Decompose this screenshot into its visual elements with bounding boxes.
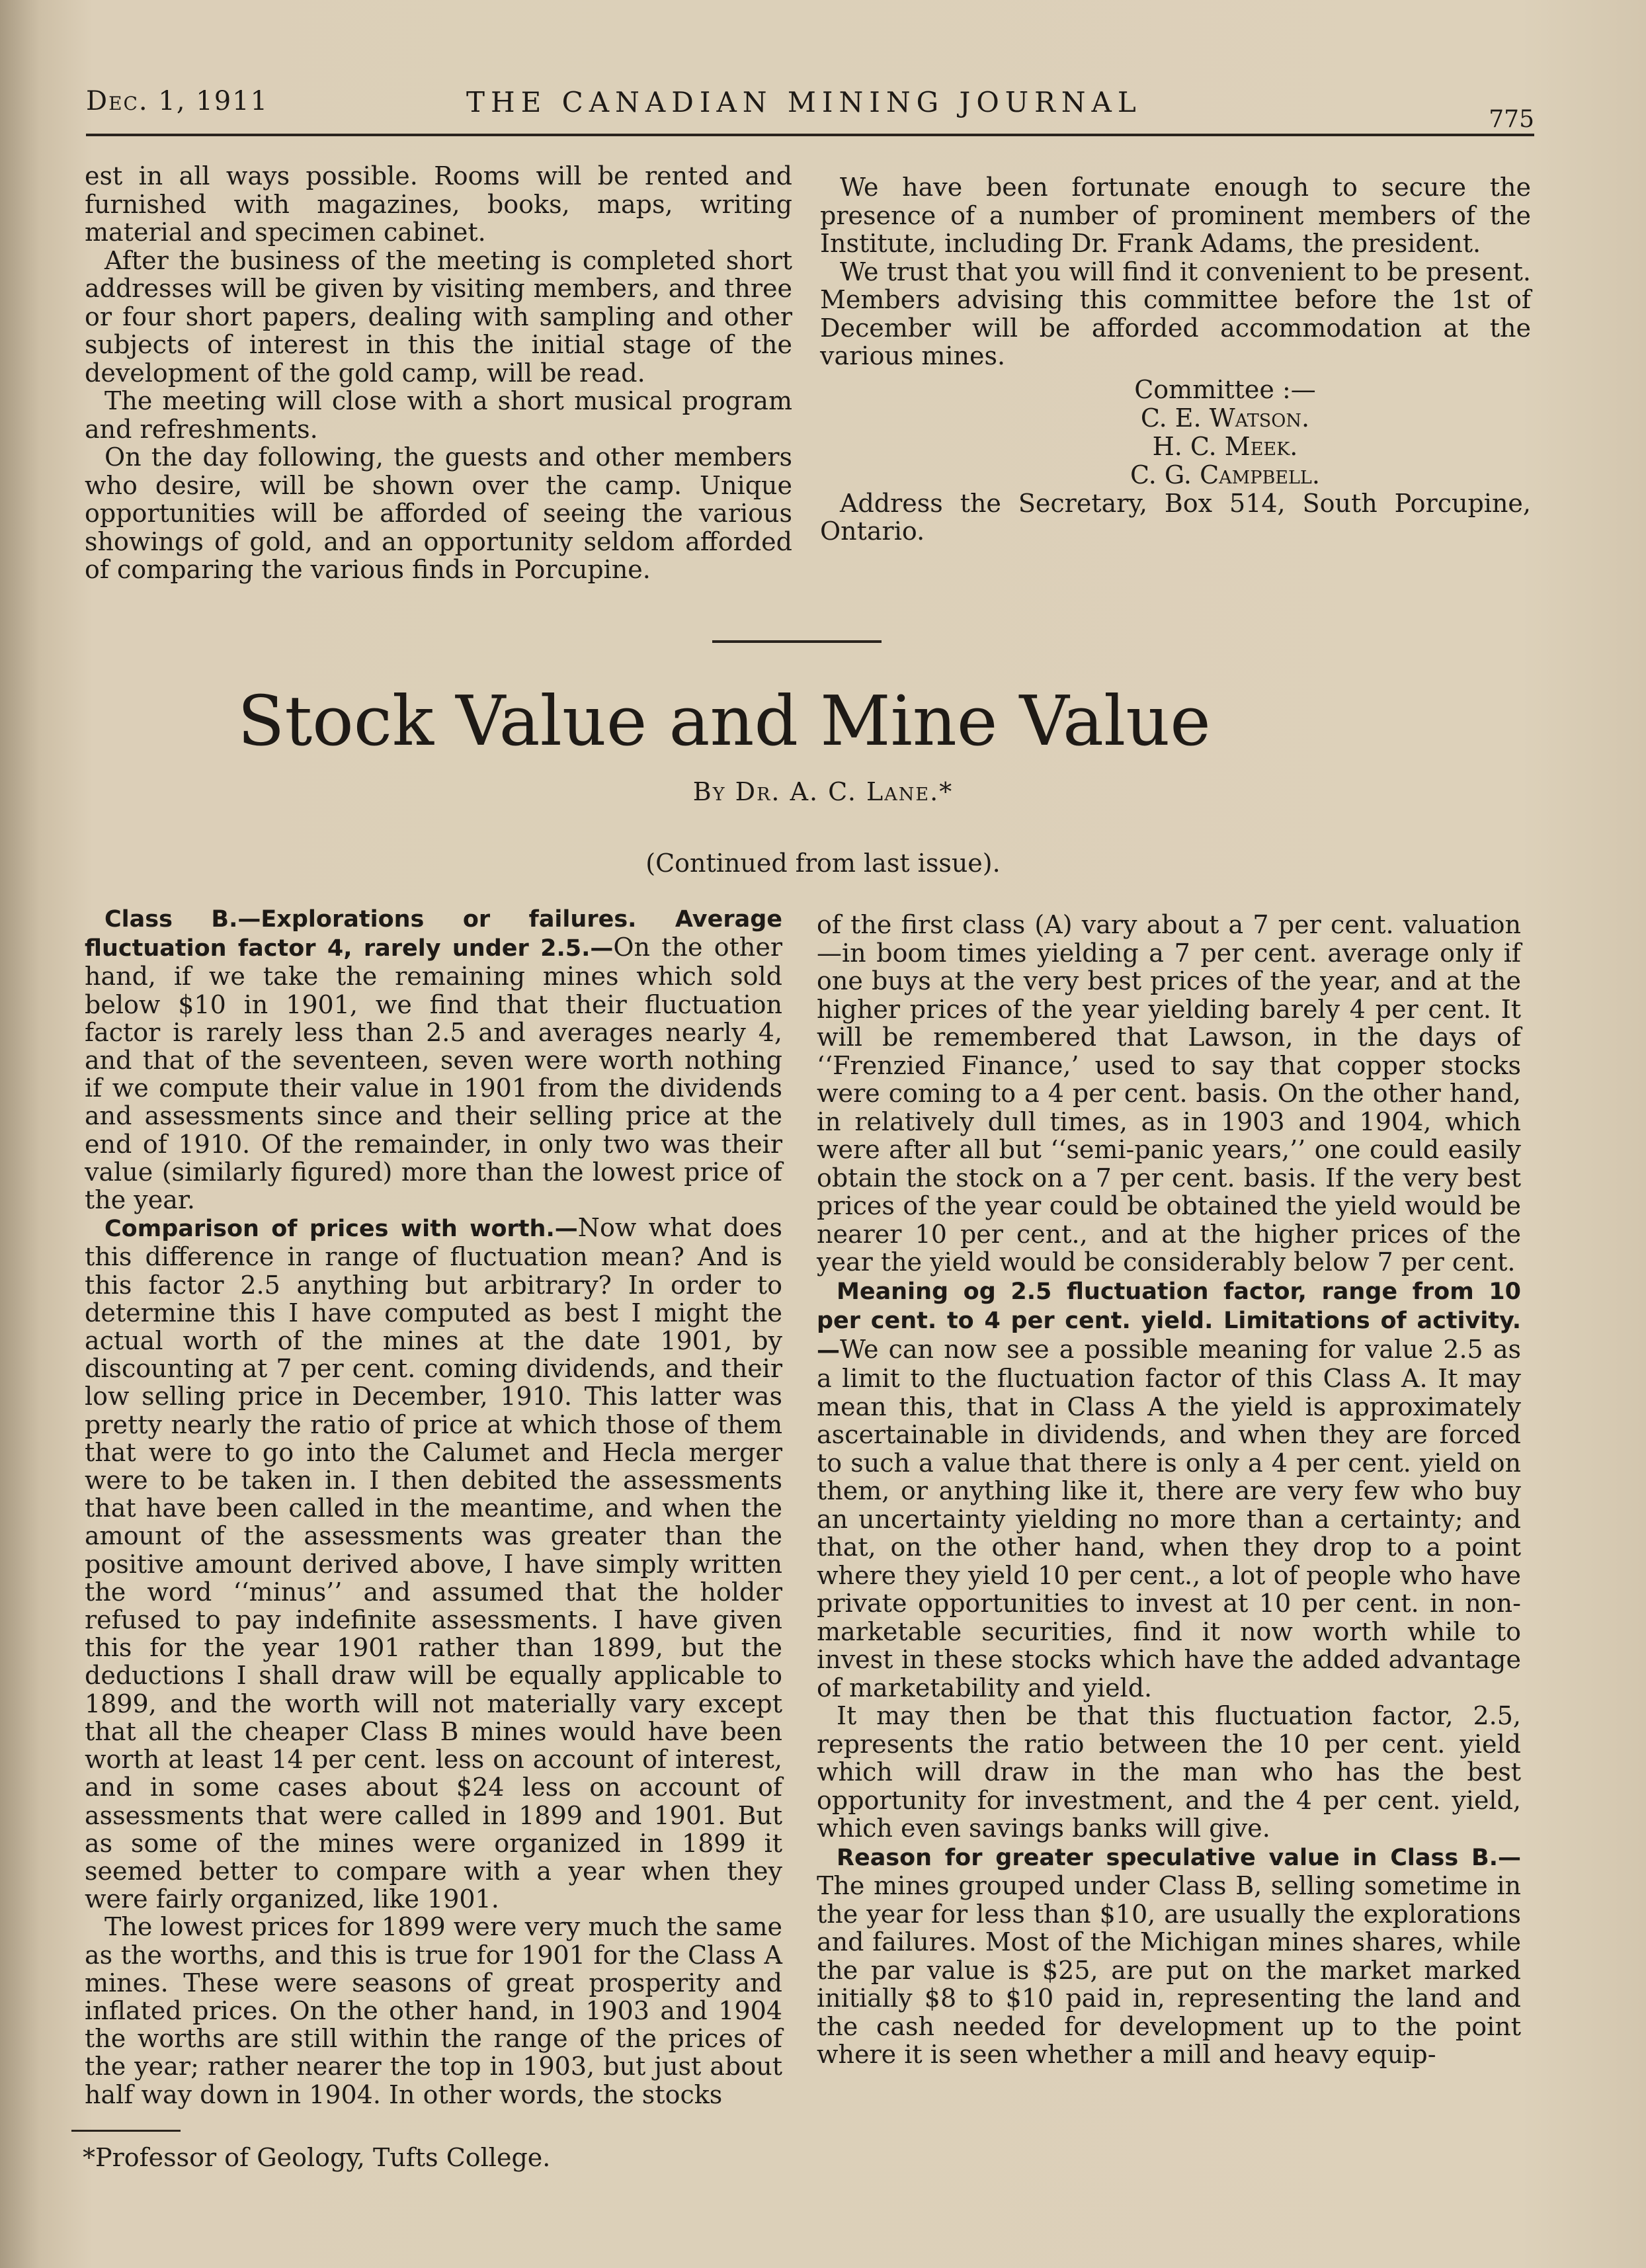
paragraph-text: On the other hand, if we take the remaining mines which sold below $10 in 1901, we find that their fluctuation factor is rarely less than 2.5 and averages nearly 4, and that of the seventeen, seven were worth nothing if we compute their value in 1901 from the dividends and assessments since and their selling price at the end of 1910. Of the remainder, in only two was their value (similarly figured) more than the lowest price of the year.	[85, 933, 783, 1215]
paragraph-text: It may then be that this fluctuation factor, 2.5, represents the ratio between the 10 per cent. yield which will draw in the man who has the best opportunity for investment, and the 4 per cent. yield, which even savings banks will give.	[817, 1701, 1521, 1843]
article-title: Stock Value and Mine Value	[237, 681, 1211, 761]
paragraph	[817, 911, 1521, 1277]
paragraph	[817, 1702, 1521, 1843]
run-in-heading: Comparison of prices with worth.—	[104, 1216, 578, 1243]
paragraph-text: of the first class (A) vary about a 7 per cent. valuation—in boom times yielding a 7 per cent. average only if one buys at the very best prices of the year, and at the higher prices of the year yielding barely 4 per cent. It will be remembered that Lawson, in the days of ‘‘Frenzied Finance,’ used to say that copper stocks were coming to a 4 per cent. basis. On the other hand, in relatively dull times, as in 1903 and 1904, which were after all but ‘‘semi-panic years,’’ one could easily obtain the stock on a 7 per cent. basis. If the very best prices of the year could be obtained the yield would be nearer 10 per cent., and at the higher prices of the year the yield would be considerably below 7 per cent.	[817, 910, 1521, 1277]
paragraph-text: We can now see a possible meaning for value 2.5 as a limit to the fluctuation factor of this Class A. It may mean this, that in Class A the yield is approximately ascertainable in dividends, and when they are forced to such a value that there is only a 4 per cent. yield on them, or anything like it, there are very few who buy an uncertainty yielding no more than a certainty; and that, on the other hand, when they drop to a point where they yield 10 per cent., a lot of people who have private opportunities to invest at 10 per cent. in non-marketable securities, find it now worth while to invest in these stocks which have the added advantage of marketability and yield.	[817, 1334, 1521, 1702]
journal-title: THE CANADIAN MINING JOURNAL	[466, 86, 1142, 118]
committee-signature	[919, 376, 1531, 489]
article-left-column	[85, 904, 782, 2109]
committee-member: C. E. Watson.	[1140, 403, 1310, 433]
paragraph-text: Now what does this difference in range of fluctuation mean? And is this factor 2.5 anything but arbitrary? In order to determine this I have computed as best I might the actual worth of the mines at the date 1901, by discounting at 7 per cent. coming dividends, and their low selling price in December, 1910. This latter was pretty nearly the ratio of price at which those of them that were to go into the Calumet and Hecla merger were to be taken in. I then debited the assessments that have been called in the meantime, and when the amount of the assessments was greater than the positive amount derived above, I have simply written the word ‘‘minus’’ and assumed that the holder refused to pay indefinite assessments. I have given this for the year 1901 rather than 1899, but the deductions I shall draw will be equally applicable to 1899, and the worth will not materially vary except that all the cheaper Class B mines would have been worth at least 14 per cent. less on account of interest, and in some cases about $24 less on account of assessments that were called in 1899 and 1901. But as some of the mines were organized in 1899 it seemed better to compare with a year when they were fairly organized, like 1901.	[85, 1213, 782, 1914]
run-in-heading: Reason for greater speculative value in Class B.—	[837, 1844, 1521, 1871]
header-rule	[86, 134, 1534, 136]
paragraph: We have been fortunate enough to secure the presence of a number of prominent members of the Institute, including Dr. Frank Adams, the president.	[820, 173, 1531, 258]
article-byline: By Dr. A. C. Lane.*	[692, 777, 954, 806]
paragraph: est in all ways possible. Rooms will be rented and furnished with magazines, books, maps, writing material and specimen cabinet.	[85, 161, 792, 247]
footnote-rule	[71, 2130, 181, 2132]
running-header	[86, 86, 1534, 139]
page-number: 775	[1489, 106, 1534, 133]
committee-member: C. G. Campbell.	[1130, 460, 1320, 489]
paragraph-text: The lowest prices for 1899 were very much the same as the worths, and this is true for 1901 for the Class A mines. These were seasons of great prosperity and inflated prices. On the other hand, in 1903 and 1904 the worths are still within the range of the prices of the year; rather nearer the top in 1903, but just about half way down in 1904. In other words, the stocks	[85, 1912, 782, 2109]
address-paragraph: Address the Secretary, Box 514, South Porcupine, Ontario.	[820, 488, 1531, 546]
paragraph	[85, 1214, 782, 1913]
paragraph	[85, 904, 782, 1214]
top-right-column	[820, 173, 1531, 546]
run-in-heading: Meaning og 2.5 fluctuation factor, range from 10 per cent. to 4 per cent. yield. Limitations of activity.—	[817, 1278, 1521, 1364]
header-date: Dec. 1, 1911	[86, 86, 269, 116]
paragraph	[85, 1913, 782, 2108]
committee-heading: Committee :—	[1134, 374, 1316, 404]
paragraph: The meeting will close with a short musical program and refreshments.	[85, 386, 792, 444]
paragraph: After the business of the meeting is completed short addresses will be given by visiting members, and three or four short papers, dealing with sampling and other subjects of interest in this the initial stage of the development of the gold camp, will be read.	[85, 245, 792, 388]
paragraph-text: The mines grouped under Class B, selling sometime in the year for less than $10, are usually the explorations and failures. Most of the Michigan mines shares, while the par value is $25, are put on the market marked initially $8 to $10 paid in, representing the land and the cash needed for development up to the point where it is seen whether a mill and heavy equip-	[817, 1871, 1521, 2069]
paragraph: On the day following, the guests and other members who desire, will be shown over the camp. Unique opportunities will be afforded of seeing the various showings of gold, and an opportunity seldom afforded of comparing the various finds in Porcupine.	[85, 442, 792, 584]
paragraph: We trust that you will find it convenient to be present. Members advising this committee before the 1st of December will be afforded accommodation at the various mines.	[820, 257, 1531, 370]
section-divider	[712, 640, 882, 643]
paragraph	[817, 1843, 1521, 2069]
paragraph	[817, 1277, 1521, 1702]
article-right-column	[817, 911, 1521, 2069]
footnote: *Professor of Geology, Tufts College.	[83, 2143, 551, 2172]
top-left-column	[85, 162, 792, 584]
run-in-heading: Class B.—Explorations or failures. Average fluctuation factor 4, rarely under 2.5.—	[85, 906, 782, 962]
continued-note: (Continued from last issue).	[645, 849, 1001, 878]
committee-member: H. C. Meek.	[1152, 431, 1298, 461]
